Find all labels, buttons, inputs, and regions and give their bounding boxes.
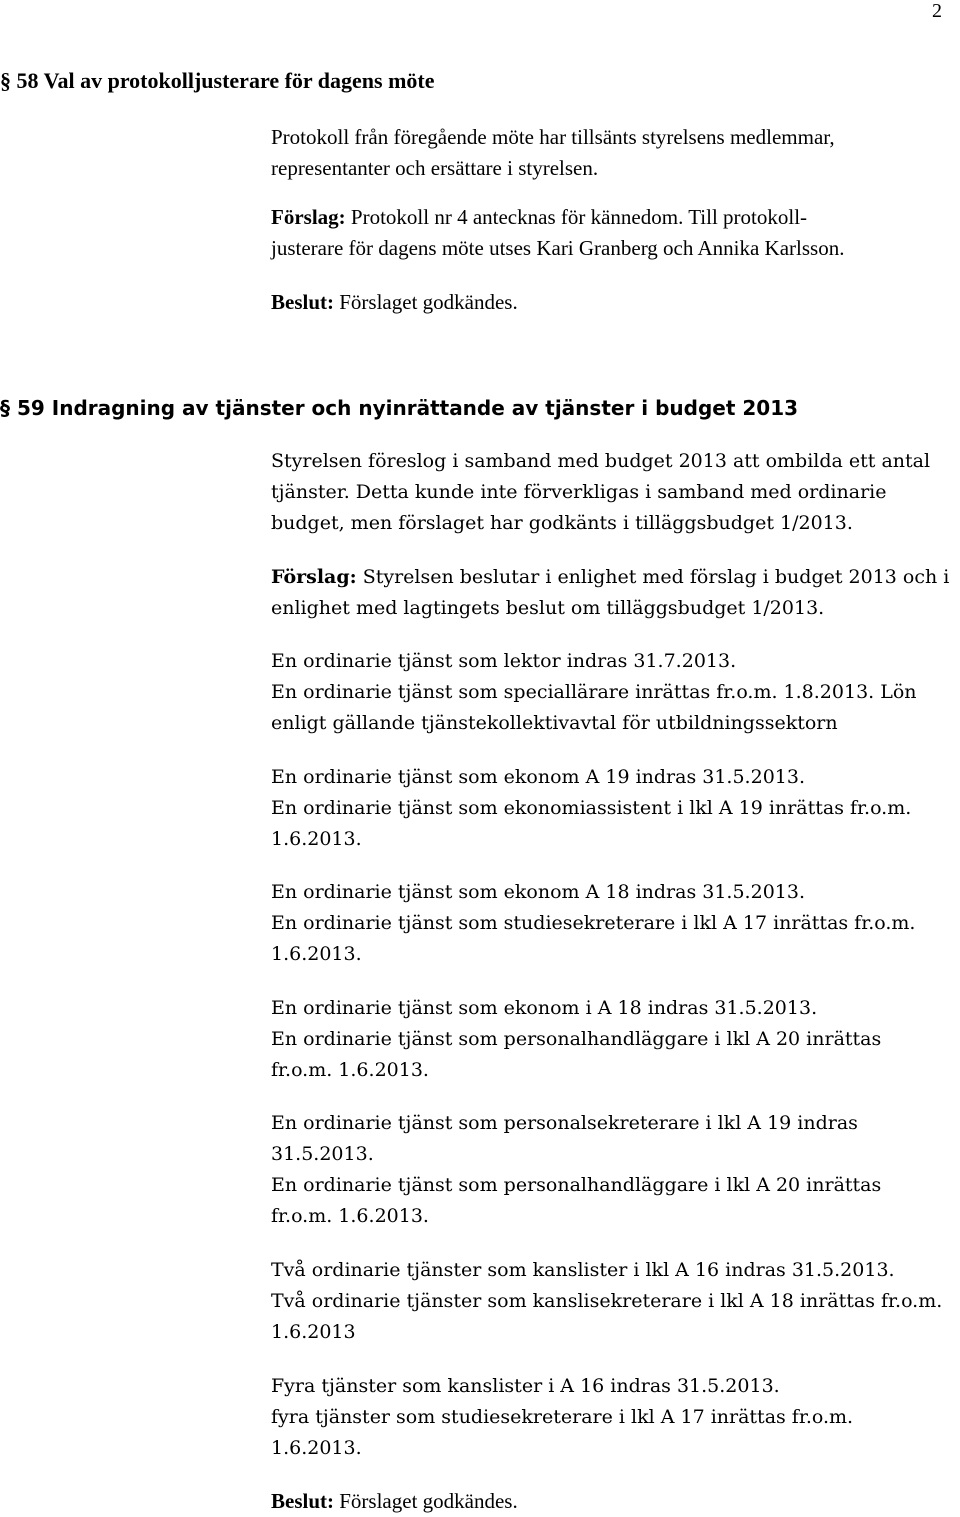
text-line: 1.6.2013. [271, 943, 362, 965]
text-line: fyra tjänster som studiesekreterare i lkl A 17 inrättas fr.o.m. [271, 1406, 854, 1428]
text-line [271, 562, 956, 593]
position-group-2 [271, 762, 956, 855]
decision-text: Förslaget godkändes. [334, 1489, 518, 1513]
section-58-proposal [271, 202, 956, 264]
text-line: Två ordinarie tjänster som kanslisekreterare i lkl A 18 inrättas fr.o.m. [271, 1290, 943, 1312]
text-line: budget, men förslaget har godkänts i tilläggsbudget 1/2013. [271, 512, 853, 534]
text-line: tjänster. Detta kunde inte förverkligas i samband med ordinarie [271, 481, 887, 503]
text-line: En ordinarie tjänst som ekonom i A 18 indras 31.5.2013. [271, 997, 818, 1019]
text-line: En ordinarie tjänst som ekonom A 18 indras 31.5.2013. [271, 881, 805, 903]
position-group-1 [271, 646, 956, 739]
decision-label: Beslut: [271, 290, 334, 314]
text-line: En ordinarie tjänst som ekonom A 19 indras 31.5.2013. [271, 766, 805, 788]
position-group-6 [271, 1255, 956, 1348]
text-line: Styrelsen föreslog i samband med budget 2013 att ombilda ett antal [271, 450, 931, 472]
text-line: 1.6.2013. [271, 828, 362, 850]
text-line: En ordinarie tjänst som lektor indras 31.7.2013. [271, 650, 737, 672]
text-line: fr.o.m. 1.6.2013. [271, 1059, 429, 1081]
page-number: 2 [932, 0, 942, 22]
text-line: 1.6.2013 [271, 1321, 356, 1343]
text-line: En ordinarie tjänst som speciallärare inrättas fr.o.m. 1.8.2013. Lön [271, 681, 917, 703]
position-group-4 [271, 993, 956, 1086]
text-line: justerare för dagens möte utses Kari Granberg och Annika Karlsson. [271, 236, 845, 260]
text-line: fr.o.m. 1.6.2013. [271, 1205, 429, 1227]
section-58-heading: § 58 Val av protokolljusterare för dagens möte [0, 68, 435, 93]
text-line: En ordinarie tjänst som personalhandläggare i lkl A 20 inrättas [271, 1028, 882, 1050]
text-line: 31.5.2013. [271, 1143, 374, 1165]
text-line: enlighet med lagtingets beslut om tilläggsbudget 1/2013. [271, 597, 825, 619]
section-59-proposal [271, 562, 956, 624]
position-group-3 [271, 877, 956, 970]
section-59-decision [271, 1486, 956, 1517]
text-line: representanter och ersättare i styrelsen. [271, 156, 599, 180]
section-59-intro [271, 446, 956, 539]
proposal-text: Styrelsen beslutar i enlighet med förslag i budget 2013 och i [356, 566, 950, 588]
text-line: enligt gällande tjänstekollektivavtal för utbildningssektorn [271, 712, 838, 734]
text-line [271, 202, 956, 233]
section-59-heading: § 59 Indragning av tjänster och nyinrättande av tjänster i budget 2013 [0, 396, 799, 420]
section-58-intro [271, 122, 956, 184]
text-line: Två ordinarie tjänster som kanslister i lkl A 16 indras 31.5.2013. [271, 1259, 895, 1281]
text-line: En ordinarie tjänst som studiesekreterare i lkl A 17 inrättas fr.o.m. [271, 912, 916, 934]
text-line: En ordinarie tjänst som personalsekreterare i lkl A 19 indras [271, 1112, 858, 1134]
decision-text: Förslaget godkändes. [334, 290, 518, 314]
text-line: 1.6.2013. [271, 1437, 362, 1459]
position-group-5 [271, 1108, 956, 1232]
text-line: En ordinarie tjänst som ekonomiassistent i lkl A 19 inrättas fr.o.m. [271, 797, 912, 819]
position-group-7 [271, 1371, 956, 1464]
text-line: En ordinarie tjänst som personalhandläggare i lkl A 20 inrättas [271, 1174, 882, 1196]
text-line: Fyra tjänster som kanslister i A 16 indras 31.5.2013. [271, 1375, 780, 1397]
proposal-label: Förslag: [271, 205, 346, 229]
proposal-text: Protokoll nr 4 antecknas för kännedom. Till protokoll- [345, 205, 808, 229]
decision-label: Beslut: [271, 1489, 334, 1513]
text-line: Protokoll från föregående möte har tillsänts styrelsens medlemmar, [271, 125, 835, 149]
proposal-label: Förslag: [271, 566, 357, 588]
section-58-decision [271, 287, 956, 318]
